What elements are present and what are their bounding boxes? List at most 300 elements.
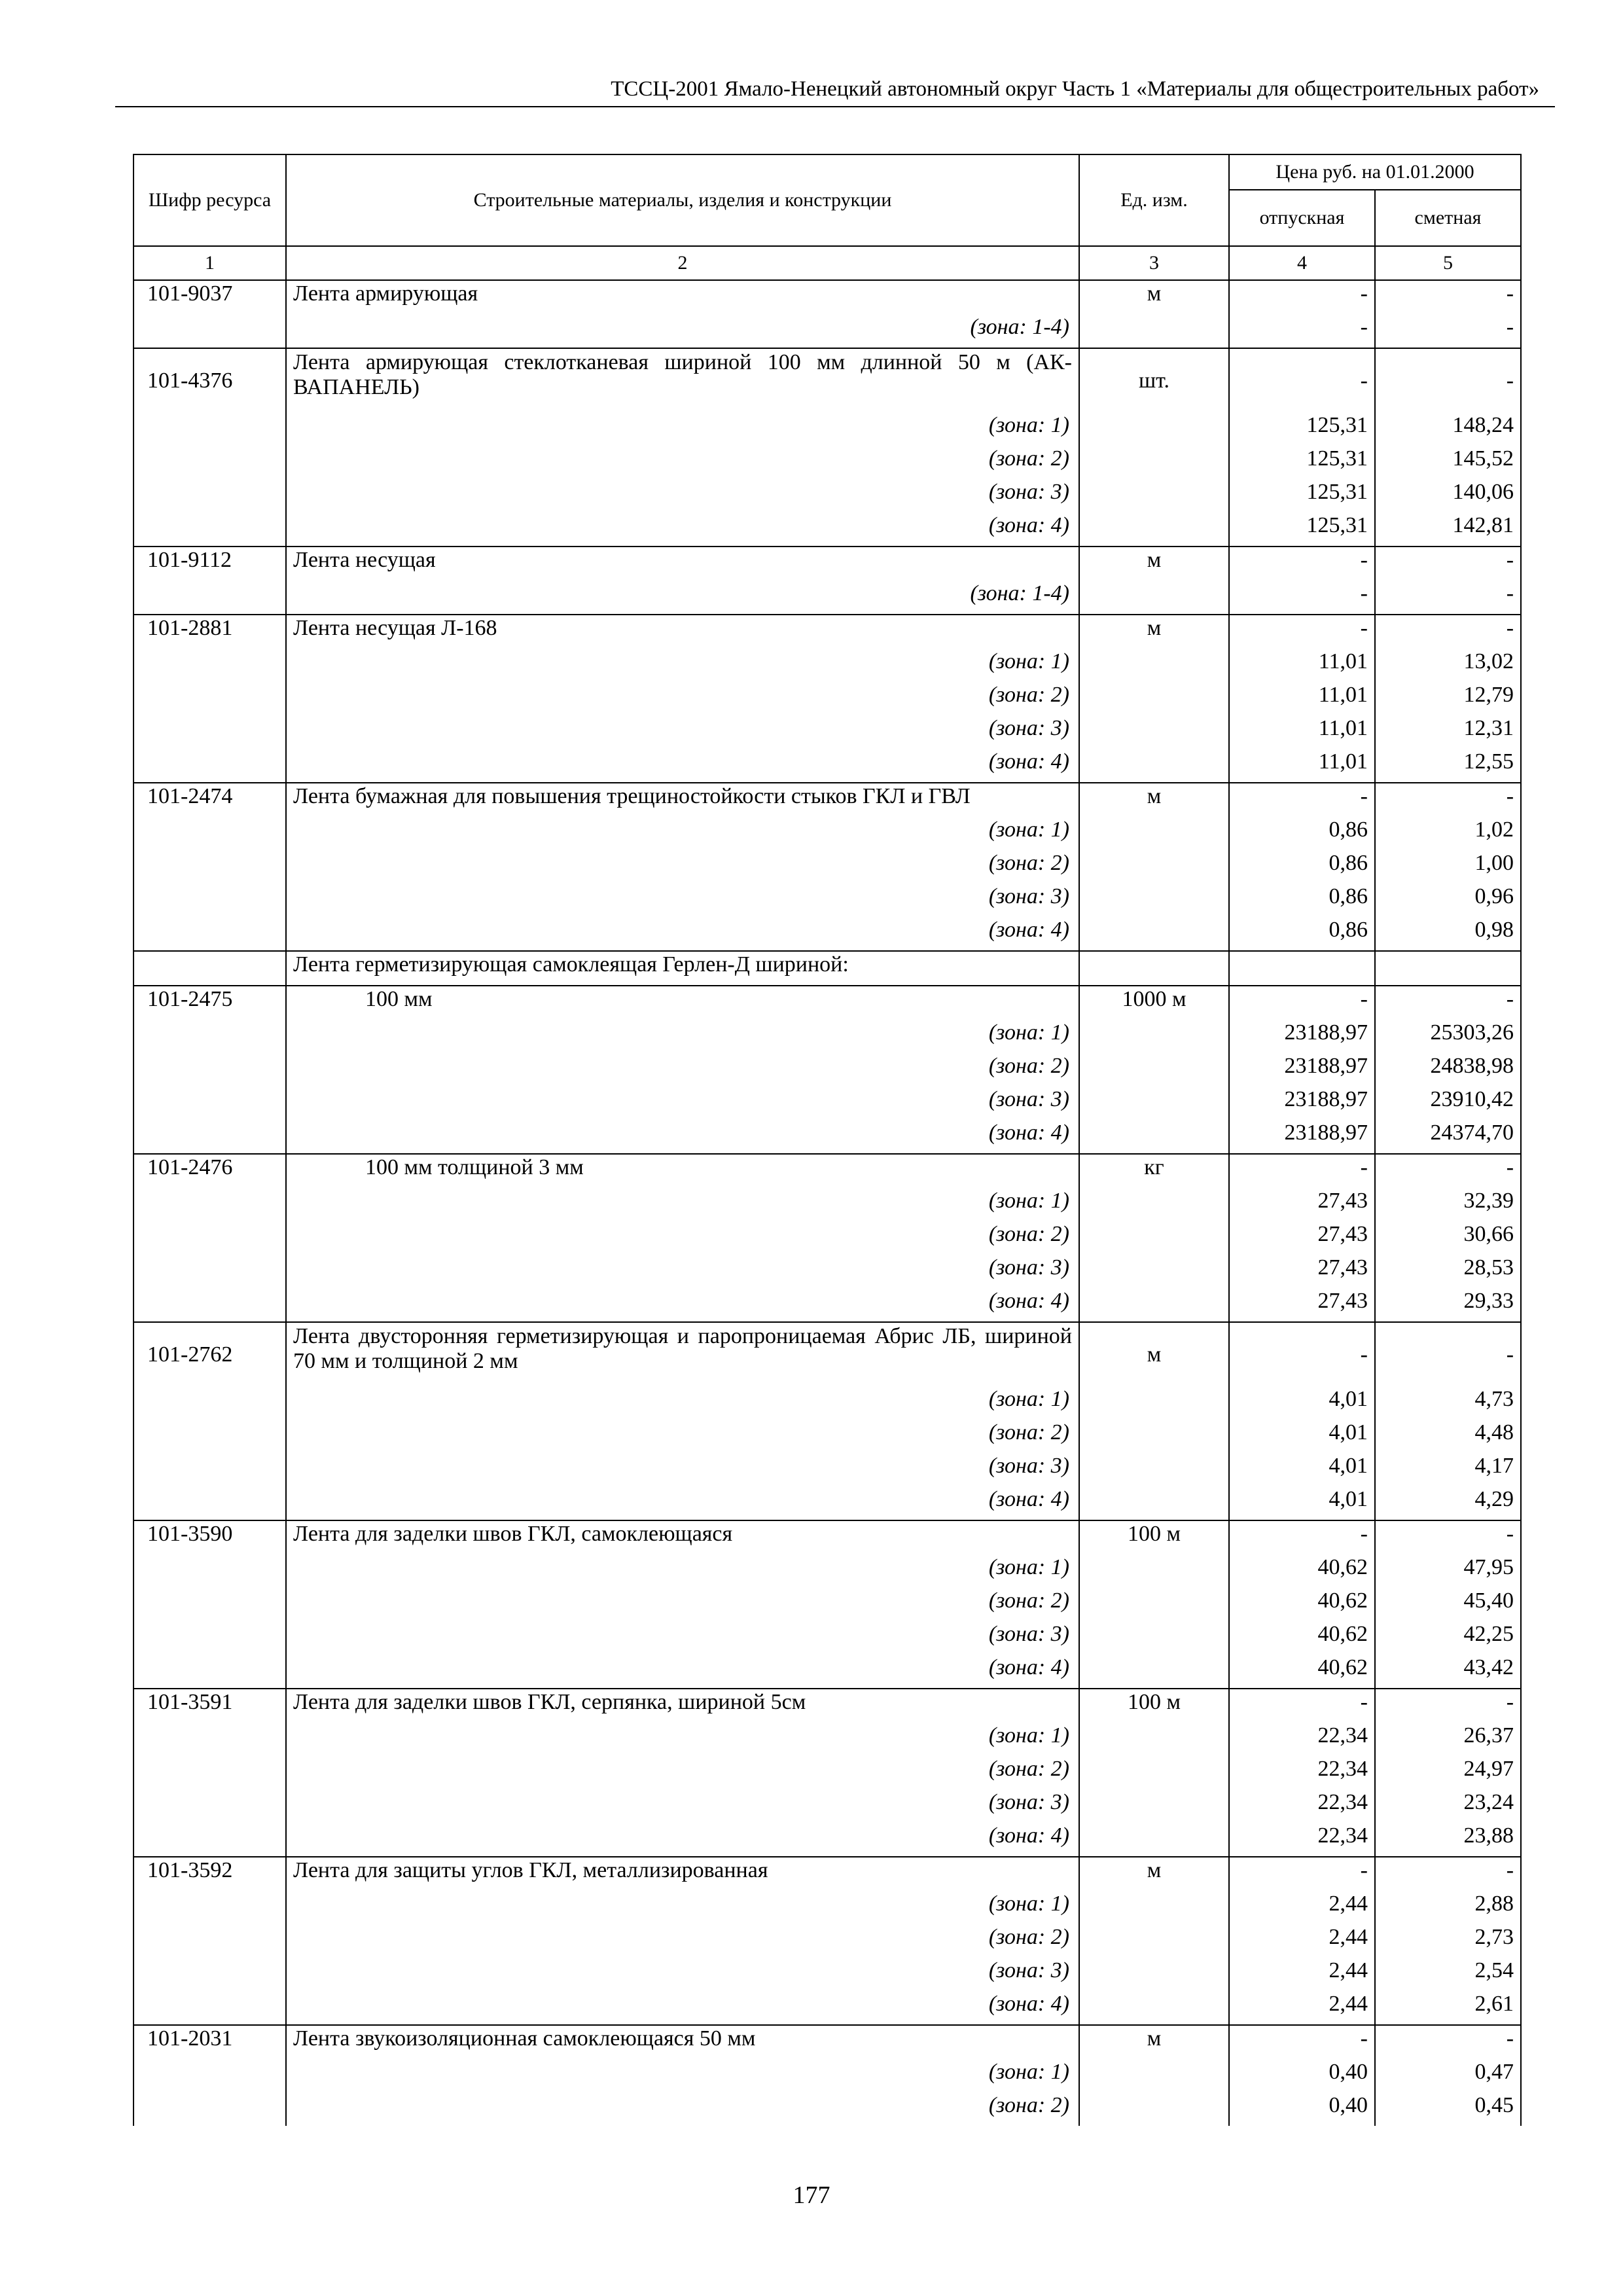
estimate-price-cell: 24,97: [1375, 1756, 1521, 1789]
unit-cell: [1079, 649, 1229, 682]
material-name-cell: Лента бумажная для повышения трещиностойкости стыков ГКЛ и ГВЛ: [286, 783, 1079, 817]
zone-label-cell: (зона: 3): [286, 479, 1079, 512]
zone-label-cell: (зона: 4): [286, 1991, 1079, 2025]
release-price-cell: 2,44: [1229, 1891, 1375, 1924]
material-name-cell: Лента для защиты углов ГКЛ, металлизированная: [286, 1857, 1079, 1891]
zone-price-row: [134, 1486, 1521, 1520]
zone-price-row: [134, 1621, 1521, 1655]
resource-code-cell: [134, 1255, 286, 1288]
release-price-cell: 27,43: [1229, 1221, 1375, 1255]
resource-code-cell: [134, 1991, 286, 2025]
unit-cell: [1079, 1621, 1229, 1655]
zone-label-cell: (зона: 4): [286, 749, 1079, 783]
estimate-price-cell: 148,24: [1375, 412, 1521, 446]
resource-code-cell: [134, 749, 286, 783]
estimate-price-cell: 2,54: [1375, 1958, 1521, 1991]
unit-cell: м: [1079, 1322, 1229, 1386]
column-number: 1: [134, 246, 286, 280]
zone-label-cell: (зона: 4): [286, 1486, 1079, 1520]
release-price-cell: 4,01: [1229, 1386, 1375, 1420]
unit-cell: м: [1079, 783, 1229, 817]
resource-code-cell: 101-3591: [134, 1689, 286, 1723]
release-price-cell: 11,01: [1229, 682, 1375, 715]
estimate-price-cell: 2,61: [1375, 1991, 1521, 2025]
material-row: [134, 280, 1521, 314]
estimate-price-cell: 30,66: [1375, 1221, 1521, 1255]
material-name-cell: Лента для заделки швов ГКЛ, серпянка, шириной 5см: [286, 1689, 1079, 1723]
zone-label-cell: (зона: 3): [286, 1086, 1079, 1120]
resource-code-cell: [134, 1924, 286, 1958]
resource-code-cell: [134, 951, 286, 986]
material-row: [134, 547, 1521, 581]
zone-label-cell: (зона: 4): [286, 1655, 1079, 1689]
unit-cell: [1079, 850, 1229, 884]
estimate-price-cell: 4,17: [1375, 1453, 1521, 1486]
release-price-cell: 23188,97: [1229, 1086, 1375, 1120]
zone-price-row: [134, 1823, 1521, 1857]
resource-code-cell: 101-2031: [134, 2025, 286, 2059]
resource-code-cell: [134, 884, 286, 917]
unit-cell: [1079, 1453, 1229, 1486]
release-price-cell: 125,31: [1229, 512, 1375, 547]
estimate-price-cell: 142,81: [1375, 512, 1521, 547]
release-price-cell: -: [1229, 314, 1375, 348]
estimate-price-cell: 42,25: [1375, 1621, 1521, 1655]
release-price-cell: -: [1229, 783, 1375, 817]
material-name-cell: Лента несущая: [286, 547, 1079, 581]
zone-price-row: [134, 412, 1521, 446]
resource-code-cell: 101-2476: [134, 1154, 286, 1188]
unit-cell: [1079, 1958, 1229, 1991]
release-price-cell: 4,01: [1229, 1453, 1375, 1486]
resource-code-cell: [134, 917, 286, 951]
unit-cell: м: [1079, 2025, 1229, 2059]
zone-price-row: [134, 749, 1521, 783]
resource-code-cell: [134, 2092, 286, 2126]
material-row: [134, 1322, 1521, 1386]
resource-code-cell: [134, 1891, 286, 1924]
unit-cell: [1079, 1386, 1229, 1420]
unit-cell: [1079, 1188, 1229, 1221]
zone-label-cell: (зона: 4): [286, 512, 1079, 547]
release-price-cell: 125,31: [1229, 412, 1375, 446]
resource-code-cell: [134, 1453, 286, 1486]
material-name-cell: 100 мм: [286, 986, 1079, 1020]
estimate-price-cell: -: [1375, 1154, 1521, 1188]
resource-code-cell: [134, 1655, 286, 1689]
estimate-price-cell: 26,37: [1375, 1723, 1521, 1756]
estimate-price-cell: 29,33: [1375, 1288, 1521, 1322]
release-price-cell: 11,01: [1229, 715, 1375, 749]
estimate-price-cell: 45,40: [1375, 1588, 1521, 1621]
zone-label-cell: (зона: 1): [286, 649, 1079, 682]
zone-price-row: [134, 1891, 1521, 1924]
resource-code-cell: [134, 1386, 286, 1420]
release-price-cell: 2,44: [1229, 1924, 1375, 1958]
estimate-price-cell: 12,79: [1375, 682, 1521, 715]
resource-code-cell: 101-4376: [134, 348, 286, 412]
material-name-cell: Лента двусторонняя герметизирующая и паропроницаемая Абрис ЛБ, шириной 70 мм и толщиной 2 мм: [286, 1322, 1079, 1386]
release-price-cell: -: [1229, 280, 1375, 314]
release-price-cell: -: [1229, 1322, 1375, 1386]
zone-price-row: [134, 479, 1521, 512]
release-price-cell: -: [1229, 581, 1375, 615]
material-row: [134, 986, 1521, 1020]
unit-cell: [1079, 1086, 1229, 1120]
unit-cell: [1079, 1255, 1229, 1288]
zone-label-cell: (зона: 1): [286, 1188, 1079, 1221]
material-name-cell: 100 мм толщиной 3 мм: [286, 1154, 1079, 1188]
zone-price-row: [134, 917, 1521, 951]
zone-label-cell: (зона: 1-4): [286, 314, 1079, 348]
resource-code-cell: [134, 1086, 286, 1120]
zone-label-cell: (зона: 1-4): [286, 581, 1079, 615]
resource-code-cell: [134, 512, 286, 547]
zone-label-cell: (зона: 2): [286, 850, 1079, 884]
release-price-cell: 27,43: [1229, 1288, 1375, 1322]
zone-label-cell: (зона: 2): [286, 2092, 1079, 2126]
zone-label-cell: (зона: 1): [286, 1554, 1079, 1588]
unit-cell: [1079, 1053, 1229, 1086]
zone-price-row: [134, 1924, 1521, 1958]
zone-price-row: [134, 682, 1521, 715]
zone-price-row: [134, 581, 1521, 615]
resource-code-cell: 101-2474: [134, 783, 286, 817]
estimate-price-cell: -: [1375, 314, 1521, 348]
estimate-price-cell: -: [1375, 2025, 1521, 2059]
material-row: [134, 1520, 1521, 1554]
zone-price-row: [134, 1453, 1521, 1486]
resource-code-cell: [134, 1221, 286, 1255]
estimate-price-cell: [1375, 951, 1521, 986]
resource-code-cell: [134, 479, 286, 512]
release-price-cell: -: [1229, 1154, 1375, 1188]
release-price-cell: -: [1229, 547, 1375, 581]
unit-cell: [1079, 951, 1229, 986]
zone-price-row: [134, 1420, 1521, 1453]
unit-cell: м: [1079, 615, 1229, 649]
unit-cell: [1079, 1588, 1229, 1621]
estimate-price-cell: -: [1375, 348, 1521, 412]
zone-price-row: [134, 2092, 1521, 2126]
resource-code-cell: [134, 1288, 286, 1322]
zone-label-cell: (зона: 1): [286, 1020, 1079, 1053]
unit-cell: [1079, 1823, 1229, 1857]
zone-label-cell: (зона: 2): [286, 1756, 1079, 1789]
column-number: 2: [286, 246, 1079, 280]
page-number: 177: [793, 2181, 830, 2209]
estimate-price-cell: -: [1375, 986, 1521, 1020]
release-price-cell: 40,62: [1229, 1554, 1375, 1588]
zone-label-cell: (зона: 4): [286, 1120, 1079, 1154]
resource-code-cell: [134, 581, 286, 615]
material-row: [134, 615, 1521, 649]
resource-code-cell: [134, 649, 286, 682]
resource-code-cell: 101-3592: [134, 1857, 286, 1891]
unit-cell: 100 м: [1079, 1520, 1229, 1554]
zone-price-row: [134, 649, 1521, 682]
estimate-price-cell: 24374,70: [1375, 1120, 1521, 1154]
release-price-cell: 125,31: [1229, 446, 1375, 479]
unit-cell: [1079, 581, 1229, 615]
zone-price-row: [134, 2059, 1521, 2092]
unit-cell: [1079, 682, 1229, 715]
zone-price-row: [134, 1120, 1521, 1154]
resource-code-cell: [134, 817, 286, 850]
release-price-cell: 125,31: [1229, 479, 1375, 512]
estimate-price-cell: -: [1375, 1857, 1521, 1891]
estimate-price-cell: 4,29: [1375, 1486, 1521, 1520]
release-price-cell: -: [1229, 2025, 1375, 2059]
unit-cell: м: [1079, 280, 1229, 314]
unit-cell: [1079, 817, 1229, 850]
column-header-unit: Ед. изм.: [1079, 154, 1229, 246]
zone-label-cell: (зона: 2): [286, 446, 1079, 479]
estimate-price-cell: 13,02: [1375, 649, 1521, 682]
release-price-cell: 11,01: [1229, 649, 1375, 682]
unit-cell: [1079, 1120, 1229, 1154]
zone-price-row: [134, 1221, 1521, 1255]
resource-code-cell: [134, 1958, 286, 1991]
release-price-cell: 27,43: [1229, 1255, 1375, 1288]
zone-label-cell: (зона: 4): [286, 1288, 1079, 1322]
unit-cell: [1079, 884, 1229, 917]
estimate-price-cell: 12,31: [1375, 715, 1521, 749]
zone-price-row: [134, 1386, 1521, 1420]
release-price-cell: 27,43: [1229, 1188, 1375, 1221]
unit-cell: [1079, 479, 1229, 512]
unit-cell: [1079, 1020, 1229, 1053]
estimate-price-cell: 0,47: [1375, 2059, 1521, 2092]
estimate-price-cell: -: [1375, 1322, 1521, 1386]
release-price-cell: -: [1229, 986, 1375, 1020]
document-title: ТССЦ-2001 Ямало-Ненецкий автономный округ Часть 1 «Материалы для общестроительных работ»: [611, 77, 1539, 101]
zone-label-cell: (зона: 3): [286, 1255, 1079, 1288]
zone-price-row: [134, 715, 1521, 749]
unit-cell: [1079, 2059, 1229, 2092]
estimate-price-cell: 1,02: [1375, 817, 1521, 850]
unit-cell: [1079, 1221, 1229, 1255]
resource-code-cell: [134, 446, 286, 479]
unit-cell: [1079, 446, 1229, 479]
zone-price-row: [134, 512, 1521, 547]
estimate-price-cell: 1,00: [1375, 850, 1521, 884]
resource-code-cell: [134, 1420, 286, 1453]
resource-code-cell: [134, 1621, 286, 1655]
zone-price-row: [134, 850, 1521, 884]
estimate-price-cell: -: [1375, 783, 1521, 817]
column-header-price-group: Цена руб. на 01.01.2000: [1229, 154, 1521, 190]
column-header-release-price: отпускная: [1229, 190, 1375, 246]
zone-price-row: [134, 314, 1521, 348]
zone-label-cell: (зона: 1): [286, 1723, 1079, 1756]
zone-price-row: [134, 446, 1521, 479]
estimate-price-cell: -: [1375, 280, 1521, 314]
material-row: [134, 1689, 1521, 1723]
resource-code-cell: 101-2762: [134, 1322, 286, 1386]
resource-code-cell: [134, 682, 286, 715]
material-name-cell: Лента несущая Л-168: [286, 615, 1079, 649]
zone-label-cell: (зона: 2): [286, 1420, 1079, 1453]
zone-price-row: [134, 1053, 1521, 1086]
resource-code-cell: [134, 412, 286, 446]
unit-cell: [1079, 1486, 1229, 1520]
zone-label-cell: (зона: 3): [286, 1453, 1079, 1486]
estimate-price-cell: 25303,26: [1375, 1020, 1521, 1053]
zone-price-row: [134, 884, 1521, 917]
material-name-cell: Лента армирующая: [286, 280, 1079, 314]
resource-code-cell: [134, 850, 286, 884]
resource-code-cell: [134, 1053, 286, 1086]
release-price-cell: 11,01: [1229, 749, 1375, 783]
estimate-price-cell: 4,73: [1375, 1386, 1521, 1420]
unit-cell: [1079, 749, 1229, 783]
estimate-price-cell: 32,39: [1375, 1188, 1521, 1221]
price-table: [133, 154, 1522, 2126]
release-price-cell: -: [1229, 1520, 1375, 1554]
zone-label-cell: (зона: 1): [286, 1386, 1079, 1420]
zone-price-row: [134, 817, 1521, 850]
estimate-price-cell: 0,96: [1375, 884, 1521, 917]
estimate-price-cell: 145,52: [1375, 446, 1521, 479]
release-price-cell: -: [1229, 348, 1375, 412]
zone-price-row: [134, 1188, 1521, 1221]
release-price-cell: 2,44: [1229, 1958, 1375, 1991]
unit-cell: [1079, 1991, 1229, 2025]
release-price-cell: -: [1229, 1857, 1375, 1891]
resource-code-cell: [134, 2059, 286, 2092]
estimate-price-cell: -: [1375, 1520, 1521, 1554]
release-price-cell: 23188,97: [1229, 1020, 1375, 1053]
release-price-cell: 23188,97: [1229, 1053, 1375, 1086]
estimate-price-cell: 23910,42: [1375, 1086, 1521, 1120]
zone-price-row: [134, 1723, 1521, 1756]
material-row: [134, 1154, 1521, 1188]
release-price-cell: 22,34: [1229, 1823, 1375, 1857]
resource-code-cell: [134, 1588, 286, 1621]
estimate-price-cell: 4,48: [1375, 1420, 1521, 1453]
unit-cell: [1079, 1756, 1229, 1789]
zone-label-cell: (зона: 3): [286, 715, 1079, 749]
zone-label-cell: (зона: 3): [286, 884, 1079, 917]
release-price-cell: 2,44: [1229, 1991, 1375, 2025]
page-header: [115, 72, 1555, 107]
resource-code-cell: [134, 1120, 286, 1154]
release-price-cell: 40,62: [1229, 1621, 1375, 1655]
column-number: 4: [1229, 246, 1375, 280]
release-price-cell: 40,62: [1229, 1655, 1375, 1689]
unit-cell: [1079, 1924, 1229, 1958]
zone-price-row: [134, 1655, 1521, 1689]
resource-code-cell: 101-9112: [134, 547, 286, 581]
zone-price-row: [134, 1020, 1521, 1053]
unit-cell: [1079, 1288, 1229, 1322]
resource-code-cell: 101-2881: [134, 615, 286, 649]
estimate-price-cell: 23,24: [1375, 1789, 1521, 1823]
zone-price-row: [134, 1255, 1521, 1288]
column-header-code: Шифр ресурса: [134, 154, 286, 246]
estimate-price-cell: 28,53: [1375, 1255, 1521, 1288]
resource-code-cell: 101-9037: [134, 280, 286, 314]
release-price-cell: 0,40: [1229, 2092, 1375, 2126]
material-row: [134, 2025, 1521, 2059]
release-price-cell: -: [1229, 615, 1375, 649]
estimate-price-cell: 2,73: [1375, 1924, 1521, 1958]
zone-price-row: [134, 1756, 1521, 1789]
material-name-cell: Лента армирующая стеклотканевая шириной 100 мм длинной 50 м (АК-ВАПАНЕЛЬ): [286, 348, 1079, 412]
zone-label-cell: (зона: 1): [286, 2059, 1079, 2092]
table-header: [134, 154, 1521, 280]
release-price-cell: 0,86: [1229, 850, 1375, 884]
zone-price-row: [134, 1789, 1521, 1823]
zone-price-row: [134, 1086, 1521, 1120]
material-row: [134, 951, 1521, 986]
zone-price-row: [134, 1991, 1521, 2025]
release-price-cell: 22,34: [1229, 1789, 1375, 1823]
unit-cell: [1079, 1891, 1229, 1924]
release-price-cell: 4,01: [1229, 1420, 1375, 1453]
estimate-price-cell: 0,45: [1375, 2092, 1521, 2126]
release-price-cell: 0,86: [1229, 917, 1375, 951]
zone-label-cell: (зона: 3): [286, 1958, 1079, 1991]
zone-label-cell: (зона: 1): [286, 412, 1079, 446]
release-price-cell: -: [1229, 1689, 1375, 1723]
resource-code-cell: [134, 1554, 286, 1588]
release-price-cell: 22,34: [1229, 1756, 1375, 1789]
zone-label-cell: (зона: 4): [286, 1823, 1079, 1857]
table-body: [134, 280, 1521, 2126]
unit-cell: [1079, 1655, 1229, 1689]
unit-cell: шт.: [1079, 348, 1229, 412]
zone-price-row: [134, 1588, 1521, 1621]
resource-code-cell: 101-3590: [134, 1520, 286, 1554]
unit-cell: [1079, 715, 1229, 749]
material-row: [134, 348, 1521, 412]
release-price-cell: 40,62: [1229, 1588, 1375, 1621]
estimate-price-cell: 43,42: [1375, 1655, 1521, 1689]
column-header-name: Строительные материалы, изделия и конструкции: [286, 154, 1079, 246]
estimate-price-cell: 23,88: [1375, 1823, 1521, 1857]
zone-label-cell: (зона: 3): [286, 1789, 1079, 1823]
zone-label-cell: (зона: 3): [286, 1621, 1079, 1655]
material-name-cell: Лента герметизирующая самоклеящая Герлен-Д шириной:: [286, 951, 1079, 986]
unit-cell: м: [1079, 547, 1229, 581]
release-price-cell: 22,34: [1229, 1723, 1375, 1756]
zone-label-cell: (зона: 4): [286, 917, 1079, 951]
material-name-cell: Лента звукоизоляционная самоклеющаяся 50 мм: [286, 2025, 1079, 2059]
estimate-price-cell: 2,88: [1375, 1891, 1521, 1924]
estimate-price-cell: -: [1375, 581, 1521, 615]
zone-label-cell: (зона: 1): [286, 1891, 1079, 1924]
material-row: [134, 783, 1521, 817]
resource-code-cell: [134, 715, 286, 749]
resource-code-cell: [134, 1188, 286, 1221]
unit-cell: [1079, 1420, 1229, 1453]
release-price-cell: 4,01: [1229, 1486, 1375, 1520]
resource-code-cell: [134, 1020, 286, 1053]
unit-cell: [1079, 2092, 1229, 2126]
column-header-estimate-price: сметная: [1375, 190, 1521, 246]
zone-price-row: [134, 1554, 1521, 1588]
zone-price-row: [134, 1288, 1521, 1322]
estimate-price-cell: 12,55: [1375, 749, 1521, 783]
estimate-price-cell: 0,98: [1375, 917, 1521, 951]
unit-cell: [1079, 412, 1229, 446]
zone-label-cell: (зона: 2): [286, 1221, 1079, 1255]
zone-label-cell: (зона: 2): [286, 1924, 1079, 1958]
resource-code-cell: [134, 314, 286, 348]
unit-cell: [1079, 1554, 1229, 1588]
